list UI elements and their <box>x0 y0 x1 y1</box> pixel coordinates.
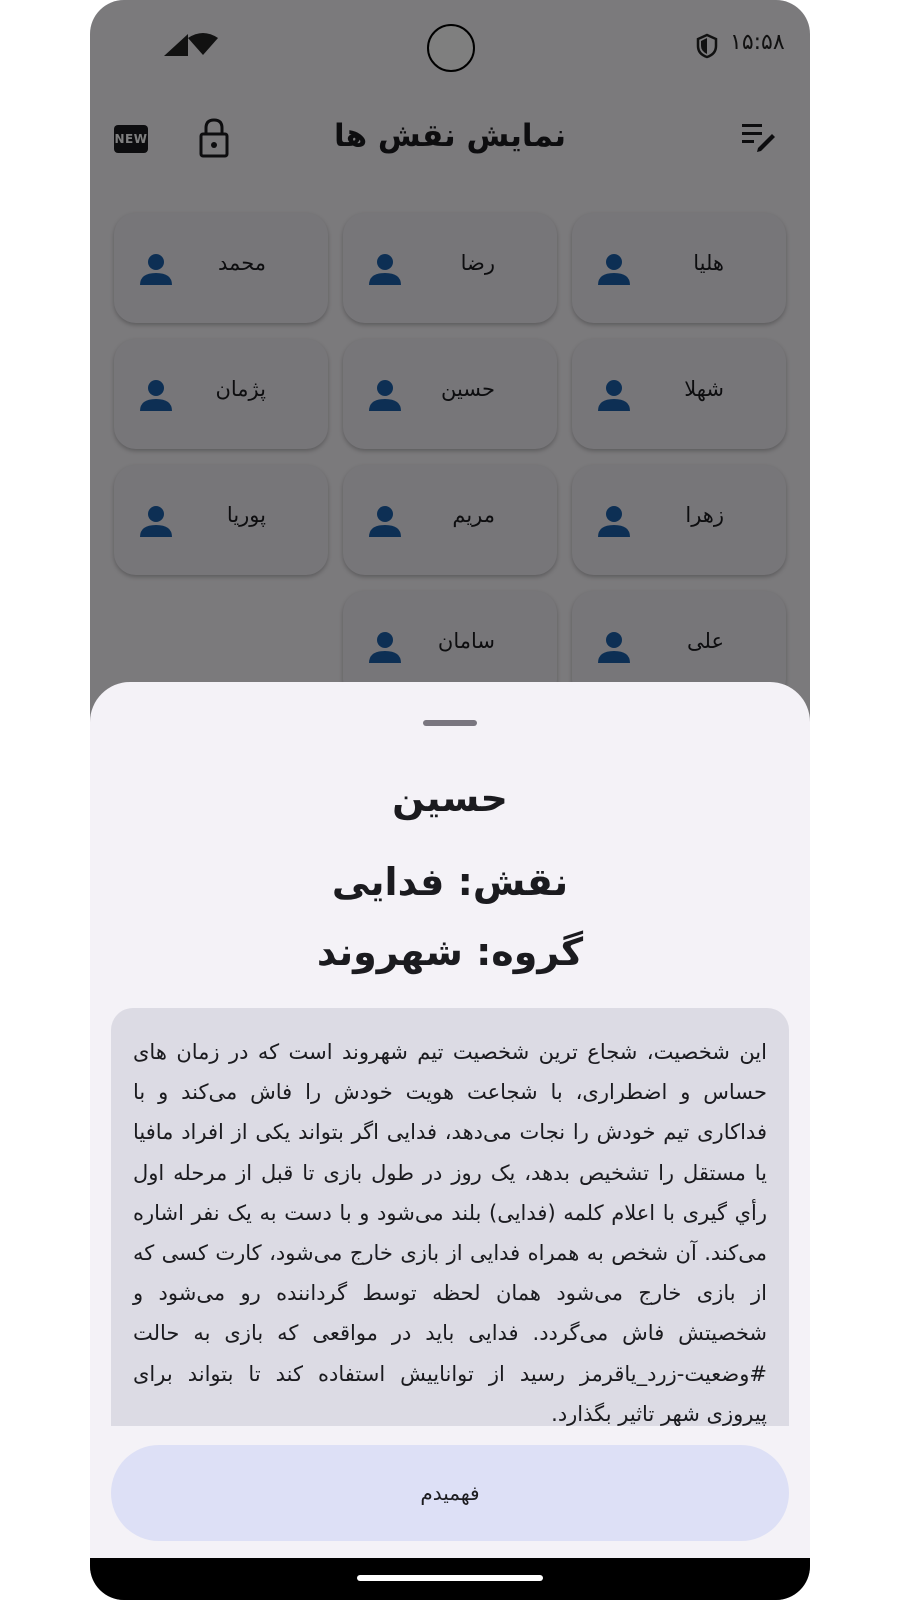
sheet-player-name: حسین <box>392 776 508 820</box>
phone-screen <box>90 0 810 1600</box>
sheet-group: گروه: شهروند <box>316 930 584 974</box>
sheet-role: نقش: فدایی <box>331 860 569 904</box>
role-bottom-sheet <box>90 682 810 1558</box>
role-description-box[interactable] <box>111 1008 789 1426</box>
drag-handle[interactable] <box>423 720 477 726</box>
home-indicator[interactable] <box>357 1575 543 1581</box>
got-it-button[interactable]: فهمیدم <box>111 1445 789 1541</box>
role-description: این شخصیت، شجاع ترین شخصیت تیم شهروند است که در زمان های حساس و اضطراری، با شجاعت هویت خودش را فاش می‌کند و با فداکاری تیم خودش را نجات می‌دهد، فدایی اگر بتواند یکی از افراد مافیا یا مستقل را تشخیص بدهد، یک روز در طول بازی تا قبل از مرحله اول رأي گیری با اعلام کلمه (فدایی) بلند می‌شود و با دست به یک نفر اشاره می‌کند. آن شخص به همراه فدایی از بازی خارج می‌شود، کارت کسی که از بازی خارج می‌شود همان لحظه توسط گرداننده رو می‌شود و شخصیتش فاش می‌گردد. فدایی باید در مواقعی که بازی به حالت #وضعیت-زرد_یاقرمز رسید از تواناییش استفاده کند تا بتواند برای پیروزی شهر تاثیر بگذارد. <box>133 1040 767 1426</box>
navigation-bar <box>90 1558 810 1600</box>
